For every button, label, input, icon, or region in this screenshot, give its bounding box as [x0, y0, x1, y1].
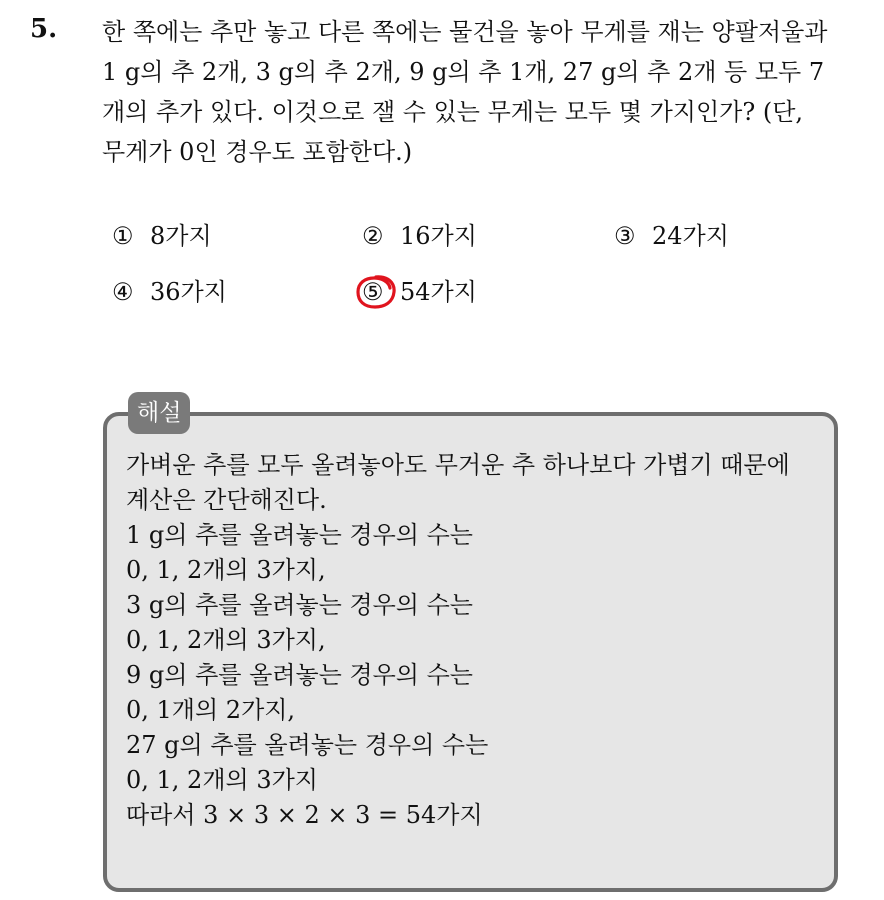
solution-line: 3 g의 추를 올려놓는 경우의 수는 — [126, 591, 473, 619]
choice-4[interactable] — [112, 276, 227, 308]
solution-text — [126, 448, 826, 833]
choice-3[interactable] — [614, 220, 729, 252]
solution-line: 따라서 3 × 3 × 2 × 3 = 54가지 — [126, 801, 483, 829]
solution-line: 가벼운 추를 모두 올려놓아도 무거운 추 하나보다 가볍기 때문에 — [126, 451, 790, 479]
solution-label: 해설 — [128, 392, 190, 434]
choice-5[interactable] — [362, 276, 477, 308]
question-line: 무게가 0인 경우도 포함한다.) — [102, 138, 413, 166]
choice-number: ③ — [614, 222, 636, 250]
choice-number: ⑤ — [362, 278, 384, 306]
question-text — [102, 12, 872, 172]
solution-line: 0, 1, 2개의 3가지, — [126, 626, 326, 654]
choice-text: 36가지 — [150, 278, 227, 306]
choice-1[interactable] — [112, 220, 212, 252]
solution-line: 0, 1, 2개의 3가지, — [126, 556, 326, 584]
choice-text: 54가지 — [400, 278, 477, 306]
choice-2[interactable] — [362, 220, 477, 252]
question-line: 개의 추가 있다. 이것으로 잴 수 있는 무게는 모두 몇 가지인가? (단, — [102, 98, 804, 126]
solution-line: 1 g의 추를 올려놓는 경우의 수는 — [126, 521, 473, 549]
question-line: 1 g의 추 2개, 3 g의 추 2개, 9 g의 추 1개, 27 g의 추 2개 등 모두 7 — [102, 58, 825, 86]
choice-text: 8가지 — [150, 222, 212, 250]
solution-line: 9 g의 추를 올려놓는 경우의 수는 — [126, 661, 473, 689]
choice-number: ④ — [112, 278, 134, 306]
choice-text: 24가지 — [652, 222, 729, 250]
choice-number: ① — [112, 222, 134, 250]
question-number: 5. — [30, 14, 58, 44]
solution-line: 0, 1, 2개의 3가지 — [126, 766, 318, 794]
question-line: 한 쪽에는 추만 놓고 다른 쪽에는 물건을 놓아 무게를 재는 양팔저울과 — [102, 18, 828, 46]
solution-line: 0, 1개의 2가지, — [126, 696, 296, 724]
solution-line: 계산은 간단해진다. — [126, 486, 327, 514]
choice-number: ② — [362, 222, 384, 250]
choice-text: 16가지 — [400, 222, 477, 250]
solution-line: 27 g의 추를 올려놓는 경우의 수는 — [126, 731, 489, 759]
